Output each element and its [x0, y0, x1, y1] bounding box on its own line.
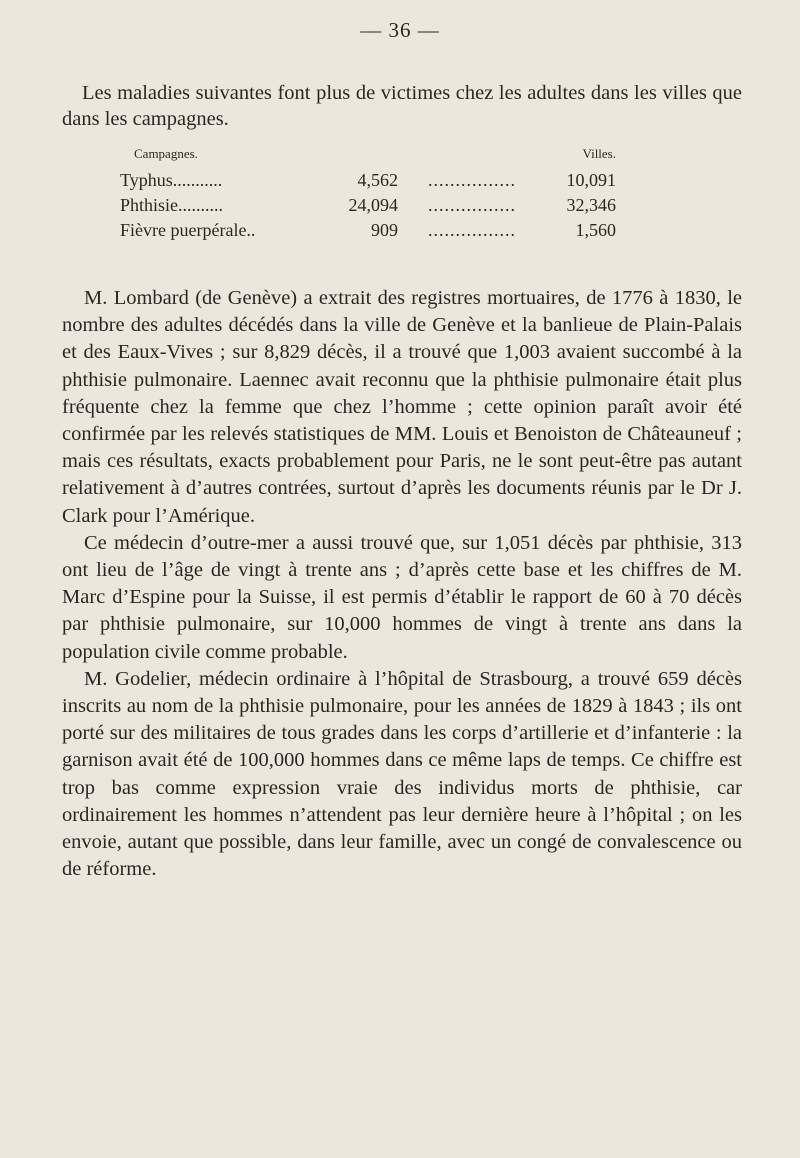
campagnes-value: 4,562: [357, 170, 398, 190]
villes-value: 10,091: [566, 170, 616, 190]
row-label: Typhus...........: [120, 170, 223, 190]
dot-leader: ................: [428, 170, 516, 190]
paragraph-lombard: M. Lombard (de Genève) a extrait des registres mortuaires, de 1776 à 1830, le nombre des adultes décédés dans la ville de Genève et la banlieue de Plain-Palais et des Eaux-Vives ; sur 8,829 décès, il a trouvé que 1,003 avaient succombé à la phthisie pulmonaire. Laennec avait reconnu que la phthisie pulmonaire était plus fréquente chez la femme que chez l’homme ; cette opinion paraît avoir été confirmée par les relevés statistiques de MM. Louis et Benoiston de Châteauneuf ; mais ces résultats, exacts probablement pour Paris, ne le sont peut-être pas autant relativement à d’autres contrées, surtout d’après les documents réunis par le Dr J. Clark pour l’Amérique.: [62, 287, 742, 527]
table-row: [116, 218, 616, 243]
mortality-table: [116, 146, 616, 243]
paragraph-outre-mer: Ce médecin d’outre-mer a aussi trouvé que, sur 1,051 décès par phthisie, 313 ont lieu de l’âge de vingt à trente ans ; d’après cette base et les chiffres de M. Marc d’Espine pour la Suisse, il est permis d’établir le rapport de 60 à 70 décès par phthisie pulmonaire, sur 10,000 hommes de vingt à trente ans dans la population civile comme probable.: [62, 531, 742, 663]
row-label: Phthisie..........: [120, 195, 224, 215]
body-text: [62, 285, 742, 883]
table-row: [116, 168, 616, 193]
header-campagnes: Campagnes.: [134, 146, 198, 161]
campagnes-value: 909: [371, 220, 398, 240]
campagnes-value: 24,094: [348, 195, 398, 215]
villes-value: 1,560: [575, 220, 616, 240]
header-villes: Villes.: [582, 146, 616, 161]
table-row: [116, 193, 616, 218]
paragraph-godelier: M. Godelier, médecin ordinaire à l’hôpital de Strasbourg, a trouvé 659 décès inscrits au nom de la phthisie pulmonaire, pour les années de 1829 à 1843 ; ils ont porté sur des militaires de tous grades dans les corps d’artillerie et d’infanterie : la garnison avait été de 100,000 hommes dans ce même laps de temps. Ce chiffre est trop bas comme expression vraie des individus morts de phthisie, car ordinairement les hommes n’attendent pas leur dernière heure à l’hôpital ; on les envoie, autant que possible, dans leur famille, avec un congé de convalescence ou de réforme.: [62, 667, 742, 881]
dot-leader: ................: [428, 195, 516, 215]
dot-leader: ................: [428, 220, 516, 240]
row-label: Fièvre puerpérale..: [120, 220, 256, 240]
intro-paragraph: Les maladies suivantes font plus de victimes chez les adultes dans les villes que dans les campagnes.: [62, 82, 742, 130]
page-number: — 36 —: [360, 18, 440, 42]
table-header: [116, 146, 616, 168]
villes-value: 32,346: [566, 195, 616, 215]
